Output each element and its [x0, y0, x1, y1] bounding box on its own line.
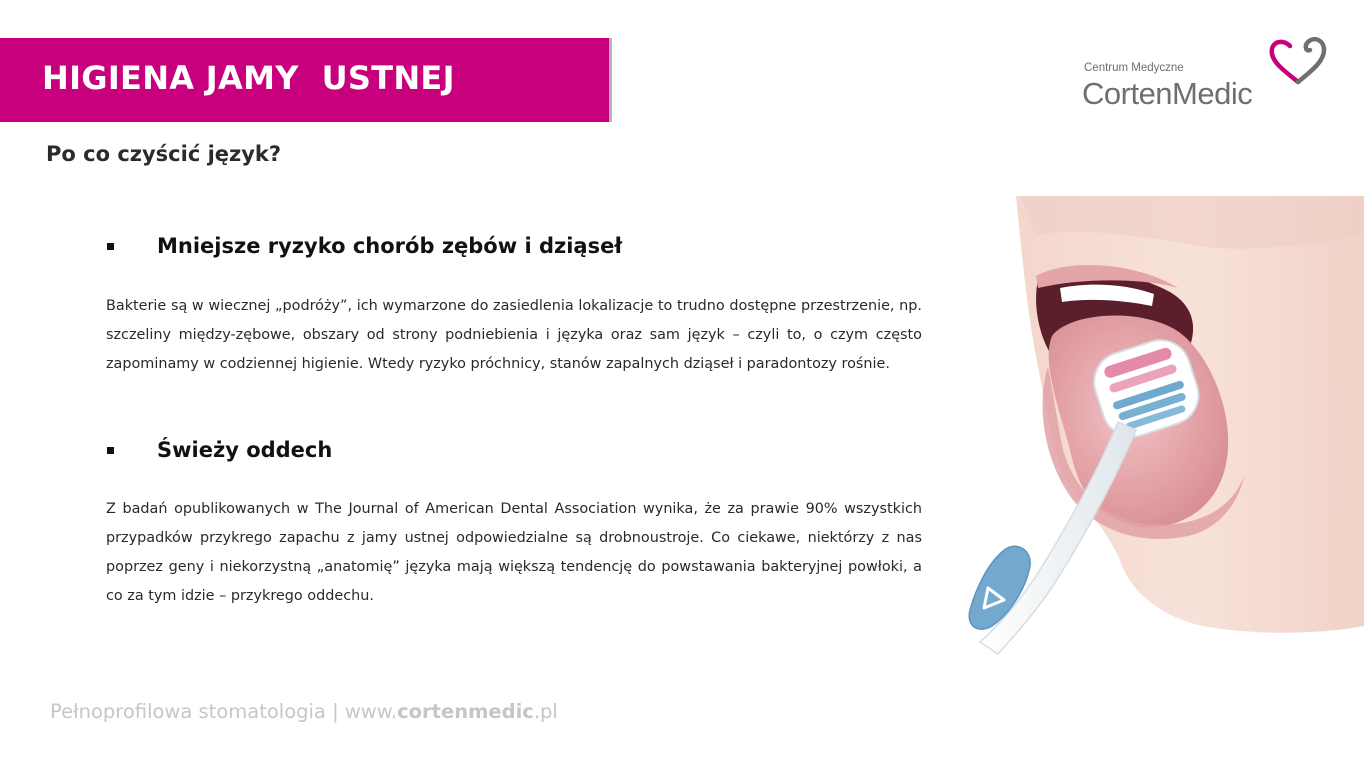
- bullet-heading-1: [107, 234, 622, 258]
- logo-subtitle: Centrum Medyczne: [1084, 62, 1184, 74]
- section-subtitle: Po co czyścić język?: [46, 142, 282, 166]
- bullet-heading-text: Świeży oddech: [157, 438, 333, 462]
- footer-domain: cortenmedic: [397, 700, 534, 723]
- bullet-square-icon: [107, 243, 114, 250]
- page-title: HIGIENA JAMY USTNEJ: [42, 59, 455, 97]
- footer-suffix: .pl: [533, 700, 558, 723]
- footer: [50, 700, 558, 723]
- tongue-cleaner-illustration: [940, 196, 1364, 676]
- heart-icon: [1268, 36, 1328, 88]
- paragraph-2: Z badań opublikowanych w The Journal of American Dental Association wynika, że za prawie 90% wszystkich przypadków przykrego zapachu z jamy ustnej odpowiedzialne są drobnoustroje. Co ciekawe, niektórzy z nas poprzez geny i niekorzystną „anatomię” języka mają większą tendencję do powstawania bakteryjnej powłoki, a co za tym idzie – przykrego oddechu.: [106, 501, 922, 604]
- bullet-heading-2: [107, 438, 332, 462]
- footer-prefix: Pełnoprofilowa stomatologia | www.: [50, 700, 398, 723]
- bullet-heading-text: Mniejsze ryzyko chorób zębów i dziąseł: [157, 234, 623, 258]
- title-banner: [0, 38, 612, 122]
- logo: [1082, 36, 1332, 112]
- logo-name: CortenMedic: [1082, 76, 1253, 111]
- bullet-square-icon: [107, 447, 114, 454]
- paragraph-1: Bakterie są w wiecznej „podróży”, ich wymarzone do zasiedlenia lokalizacje to trudno dostępne przestrzenie, np. szczeliny między-zębowe, obszary od strony podniebienia i języka oraz sam język – czyli to, o czym często zapominamy w codziennej higienie. Wtedy ryzyko próchnicy, stanów zapalnych dziąseł i paradontozy rośnie.: [106, 298, 922, 372]
